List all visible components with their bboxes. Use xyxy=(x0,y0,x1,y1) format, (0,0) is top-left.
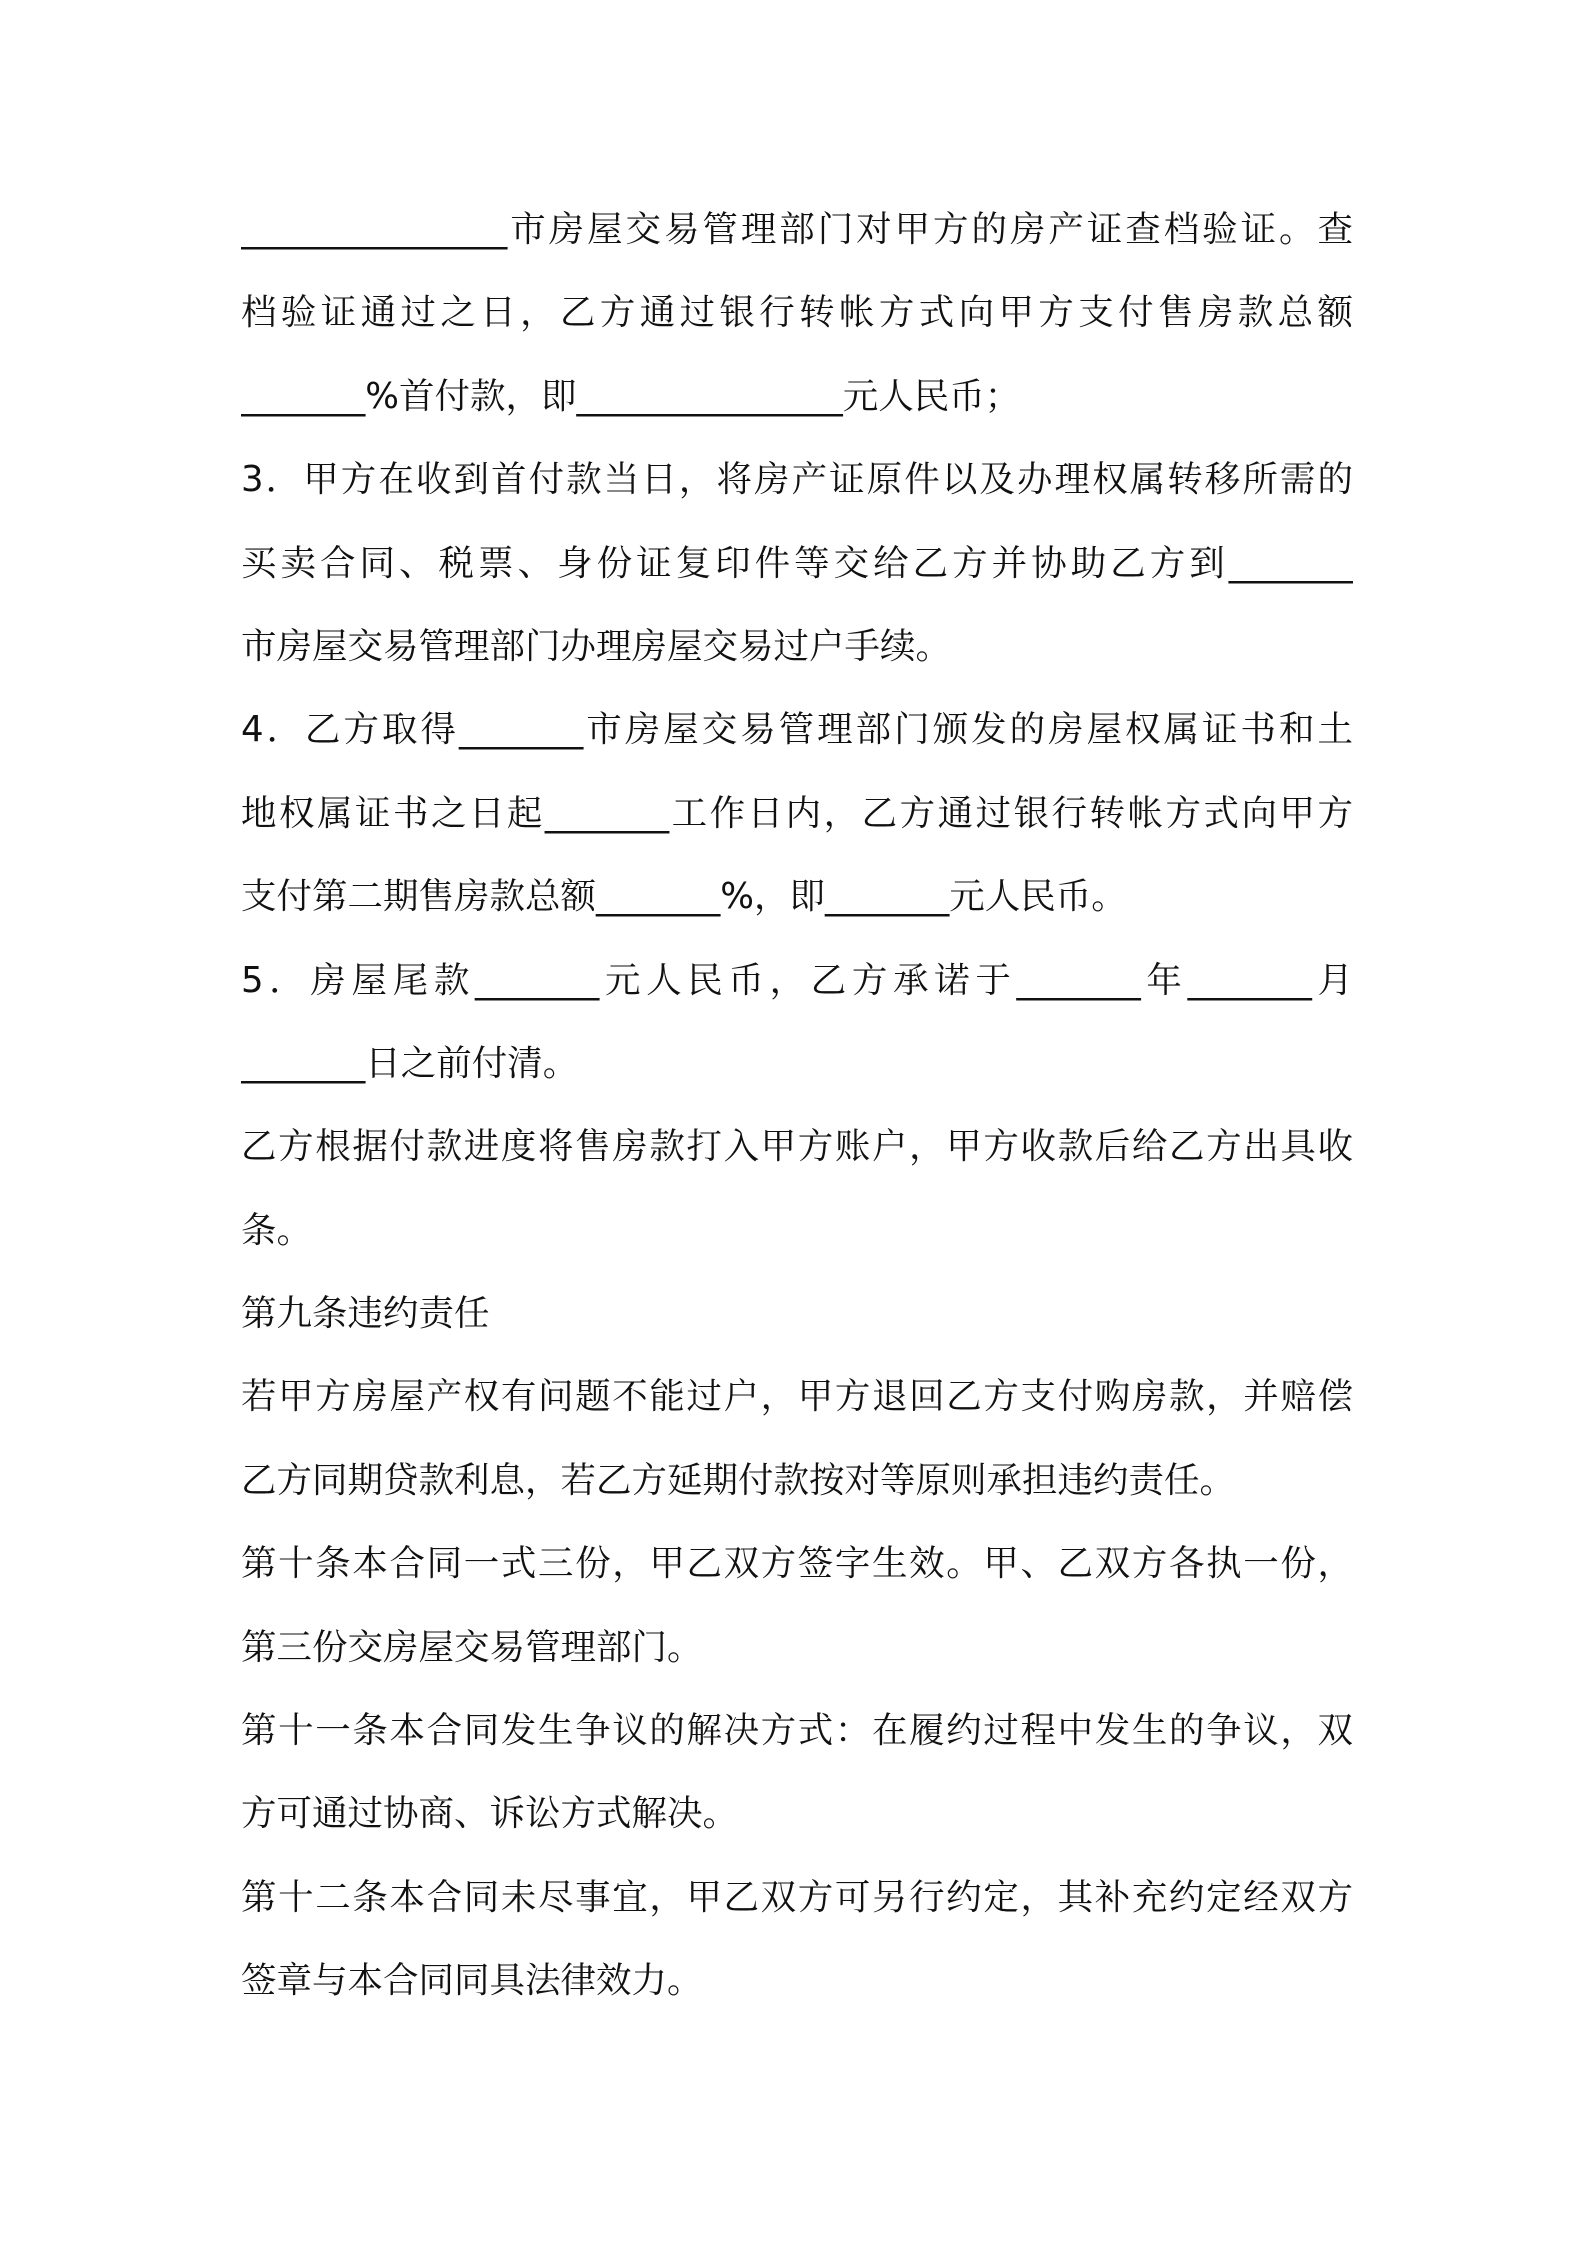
text-line: 4．乙方取得_______市房屋交易管理部门颁发的房屋权属证书和土 xyxy=(241,709,1353,751)
text-line: 支付第二期售房款总额_______%，即_______元人民币。 xyxy=(241,876,1127,918)
text-line: _______%首付款，即_______________元人民币； xyxy=(241,375,1021,417)
text-line: 方可通过协商、诉讼方式解决。 xyxy=(241,1793,739,1835)
text-line: _______________市房屋交易管理部门对甲方的房产证查档验证。查 xyxy=(241,209,1353,250)
text-line: 第三份交房屋交易管理部门。 xyxy=(241,1626,703,1668)
text-line: 档验证通过之日，乙方通过银行转帐方式向甲方支付售房款总额 xyxy=(241,292,1353,334)
text-line: 市房屋交易管理部门办理房屋交易过户手续。 xyxy=(241,625,952,667)
text-line: 3．甲方在收到首付款当日，将房产证原件以及办理权属转移所需的 xyxy=(241,459,1353,501)
text-line: 5．房屋尾款_______元人民币，乙方承诺于_______年_______月 xyxy=(241,959,1353,1001)
text-line: 地权属证书之日起_______工作日内，乙方通过银行转帐方式向甲方 xyxy=(241,792,1353,834)
text-line: 乙方根据付款进度将售房款打入甲方账户，甲方收款后给乙方出具收 xyxy=(241,1126,1353,1168)
text-line: _______日之前付清。 xyxy=(241,1042,579,1084)
text-line: 第十一条本合同发生争议的解决方式：在履约过程中发生的争议，双 xyxy=(241,1710,1353,1752)
section-heading: 第九条违约责任 xyxy=(241,1293,490,1335)
text-line: 若甲方房屋产权有问题不能过户，甲方退回乙方支付购房款，并赔偿 xyxy=(241,1376,1353,1418)
text-line: 条。 xyxy=(241,1209,313,1251)
text-line: 第十条本合同一式三份，甲乙双方签字生效。甲、乙双方各执一份， xyxy=(241,1543,1353,1585)
text-line: 签章与本合同同具法律效力。 xyxy=(241,1960,703,2002)
text-line: 买卖合同、税票、身份证复印件等交给乙方并协助乙方到_______ xyxy=(241,542,1353,584)
text-line: 乙方同期贷款利息，若乙方延期付款按对等原则承担违约责任。 xyxy=(241,1459,1236,1501)
document-body xyxy=(241,188,1353,2009)
text-line: 第十二条本合同未尽事宜，甲乙双方可另行约定，其补充约定经双方 xyxy=(241,1876,1353,1918)
